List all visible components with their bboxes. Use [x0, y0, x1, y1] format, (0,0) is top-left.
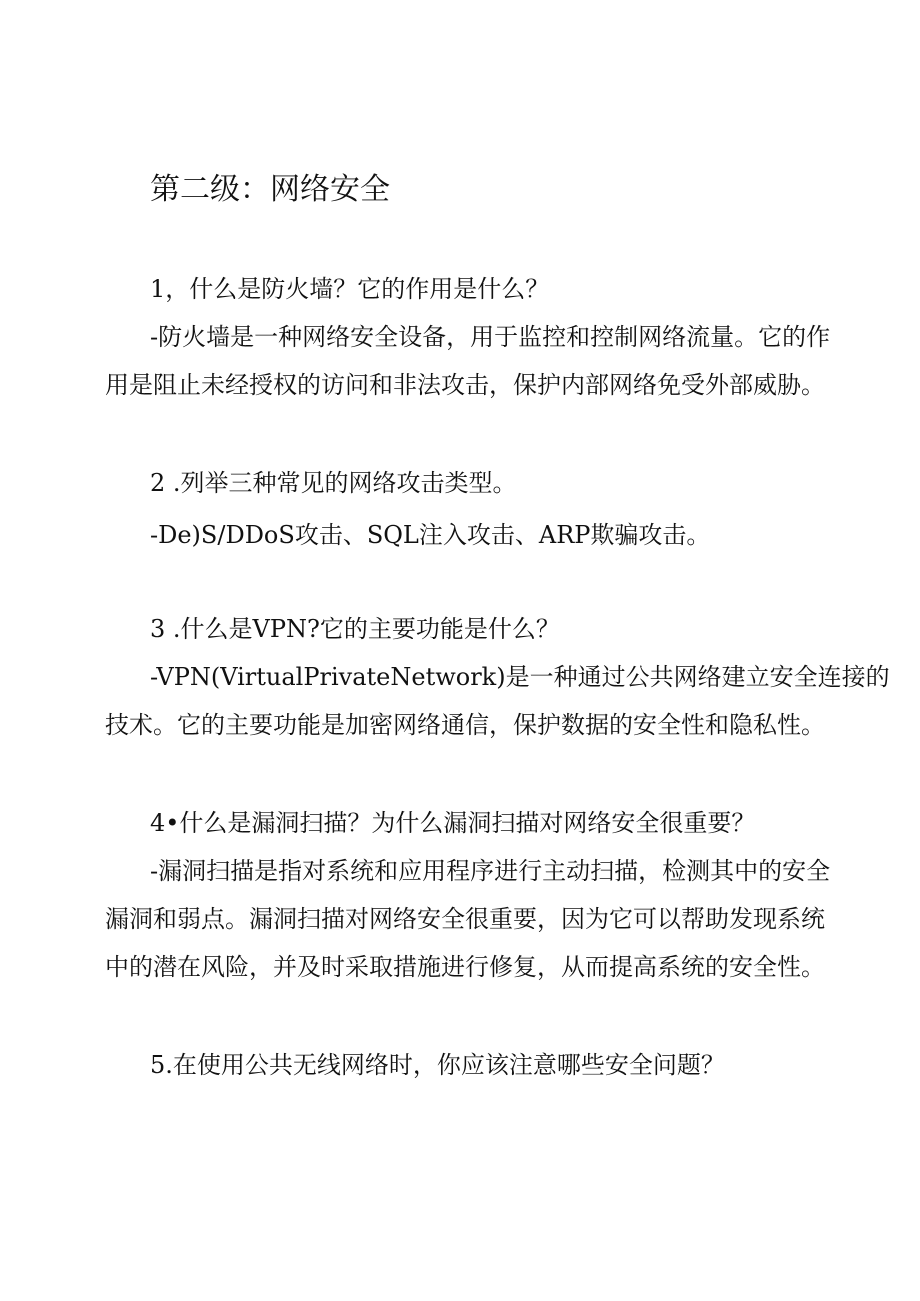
answer-3-line-1: -VPN(VirtualPrivateNetwork)是一种通过公共网络建立安全连接的 — [150, 663, 890, 691]
question-2: 2 .列举三种常见的网络攻击类型。 — [150, 469, 517, 497]
question-5: 5.在使用公共无线网络时，你应该注意哪些安全问题？ — [150, 1051, 725, 1079]
answer-2-line-1: -De)S/DDoS攻击、SQL注入攻击、ARP欺骗攻击。 — [150, 521, 711, 549]
answer-1-line-2: 用是阻止未经授权的访问和非法攻击，保护内部网络免受外部威胁。 — [105, 371, 825, 399]
question-3: 3 .什么是VPN?它的主要功能是什么？ — [150, 615, 560, 643]
page-title: 第二级：网络安全 — [150, 172, 390, 207]
answer-1-line-1: -防火墙是一种网络安全设备，用于监控和控制网络流量。它的作 — [150, 323, 831, 351]
answer-4-line-3: 中的潜在风险，并及时采取措施进行修复，从而提高系统的安全性。 — [105, 953, 825, 981]
question-1: 1，什么是防火墙？它的作用是什么？ — [150, 275, 550, 303]
answer-3-line-2: 技术。它的主要功能是加密网络通信，保护数据的安全性和隐私性。 — [105, 711, 825, 739]
question-4: 4•什么是漏洞扫描？为什么漏洞扫描对网络安全很重要？ — [150, 809, 756, 837]
answer-4-line-2: 漏洞和弱点。漏洞扫描对网络安全很重要，因为它可以帮助发现系统 — [105, 905, 825, 933]
answer-4-line-1: -漏洞扫描是指对系统和应用程序进行主动扫描，检测其中的安全 — [150, 857, 831, 885]
